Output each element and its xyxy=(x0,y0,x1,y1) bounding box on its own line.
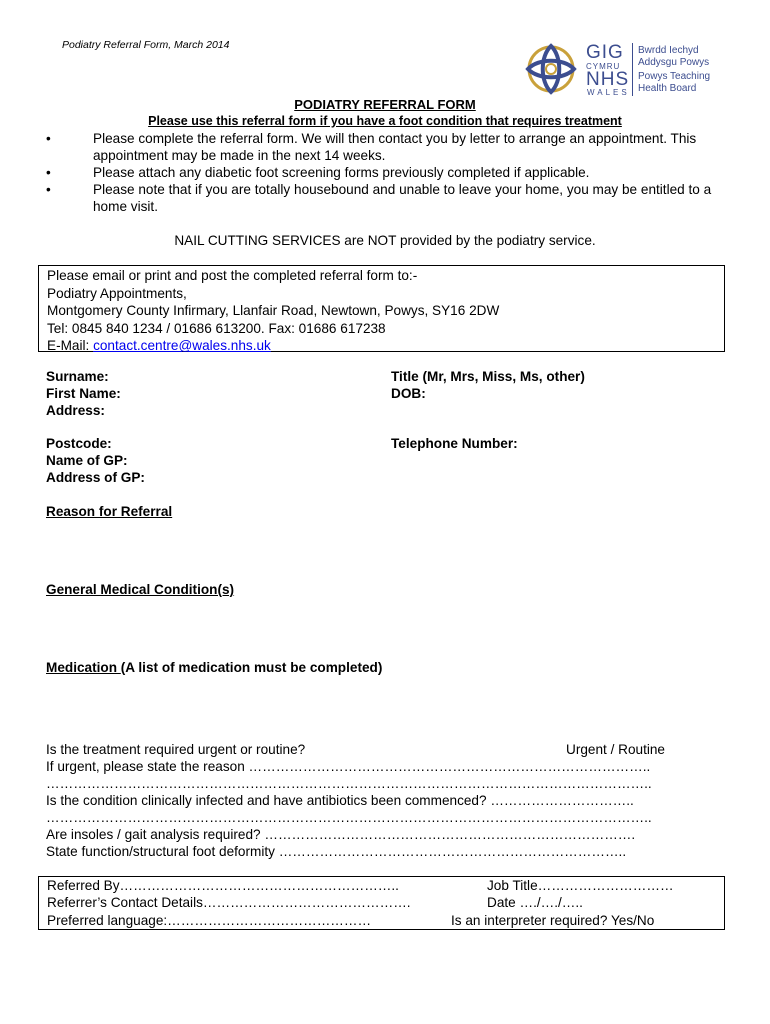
list-item xyxy=(46,130,726,164)
logo-english-name-1: Powys Teaching xyxy=(638,71,711,82)
contact-line: Please email or print and post the completed referral form to:- xyxy=(47,268,418,283)
instruction-text: Please complete the referral form. We will then contact you by letter to arrange an appointment. This appointment may be made in the next 14 weeks. xyxy=(93,131,697,163)
header-note: Podiatry Referral Form, March 2014 xyxy=(62,39,230,51)
postcode-label: Postcode: xyxy=(46,436,112,451)
date-field: Date …./…./….. xyxy=(487,895,583,911)
instruction-text: Please attach any diabetic foot screening forms previously completed if applicable. xyxy=(93,165,590,180)
health-board-logo xyxy=(522,40,727,98)
job-title-field: Job Title………………………… xyxy=(487,878,674,893)
address-label: Address: xyxy=(46,403,105,418)
medication-heading xyxy=(46,660,382,675)
surname-label: Surname: xyxy=(46,369,109,384)
bullet-icon: • xyxy=(46,165,51,180)
bullet-icon: • xyxy=(46,182,51,197)
infected-continuation: …………………………………………………………………………………………………………………….. xyxy=(46,810,652,825)
bullet-icon: • xyxy=(46,131,51,146)
urgent-reason-continuation: …………………………………………………………………………………………………………………….. xyxy=(46,776,652,791)
referrer-contact-field: Referrer’s Contact Details………………………………………. xyxy=(47,895,411,911)
logo-gig: GIG xyxy=(586,42,624,63)
form-title: PODIATRY REFERRAL FORM xyxy=(294,97,476,112)
referrer-box xyxy=(38,876,725,930)
contact-line: Montgomery County Infirmary, Llanfair Road, Newtown, Powys, SY16 2DW xyxy=(47,303,500,319)
contact-line: Podiatry Appointments, xyxy=(47,285,187,301)
nail-cutting-notice: NAIL CUTTING SERVICES are NOT provided by the podiatry service. xyxy=(174,233,596,248)
logo-english-name-2: Health Board xyxy=(638,83,697,94)
urgent-reason-line: If urgent, please state the reason …………………………………………………………………………….. xyxy=(46,759,651,774)
list-item xyxy=(46,181,726,215)
title-label: Title (Mr, Mrs, Miss, Ms, other) xyxy=(391,369,585,384)
contact-box xyxy=(38,265,725,352)
contact-email-line xyxy=(47,337,724,355)
interpreter-field: Is an interpreter required? Yes/No xyxy=(451,912,655,928)
medication-note: (A list of medication must be completed) xyxy=(120,660,383,675)
referrer-row xyxy=(39,912,724,929)
logo-cymru: CYMRU xyxy=(586,62,621,71)
referred-by-field: Referred By…………………………………………………….. xyxy=(47,878,399,893)
form-subtitle: Please use this referral form if you have a foot condition that requires treatment xyxy=(148,114,622,128)
contact-line: Tel: 0845 840 1234 / 01686 613200. Fax: 01686 617238 xyxy=(47,320,386,336)
preferred-language-field: Preferred language:……………………………………… xyxy=(47,912,372,928)
list-item xyxy=(46,164,726,181)
gp-address-label: Address of GP: xyxy=(46,470,145,485)
first-name-label: First Name: xyxy=(46,386,121,401)
urgent-question: Is the treatment required urgent or routine? xyxy=(46,742,306,757)
medical-heading: General Medical Condition(s) xyxy=(46,582,235,597)
deformity-question: State function/structural foot deformity ………………………………………………………………….. xyxy=(46,844,627,859)
logo-welsh-name-2: Addysgu Powys xyxy=(638,57,710,68)
logo-nhs: NHS xyxy=(586,69,630,90)
email-label: E-Mail: xyxy=(47,338,94,354)
insoles-question: Are insoles / gait analysis required? ………………………………………………………………………. xyxy=(46,827,636,842)
medication-title: Medication xyxy=(46,660,121,675)
gp-name-label: Name of GP: xyxy=(46,453,128,468)
urgent-options: Urgent / Routine xyxy=(566,742,665,757)
referrer-row xyxy=(39,877,724,894)
dob-label: DOB: xyxy=(391,386,426,401)
email-link[interactable]: contact.centre@wales.nhs.uk xyxy=(93,338,271,354)
logo-wales: WALES xyxy=(587,88,630,97)
infected-question: Is the condition clinically infected and have antibiotics been commenced? ………………………….. xyxy=(46,793,634,808)
instructions-list xyxy=(46,130,726,215)
logo-welsh-name-1: Bwrdd Iechyd xyxy=(638,45,699,56)
reason-heading: Reason for Referral xyxy=(46,504,173,519)
instruction-text: Please note that if you are totally housebound and unable to leave your home, you may be entitled to a home visit. xyxy=(93,182,712,214)
celtic-knot-icon xyxy=(522,40,580,98)
telephone-label: Telephone Number: xyxy=(391,436,518,451)
referrer-row xyxy=(39,894,724,911)
